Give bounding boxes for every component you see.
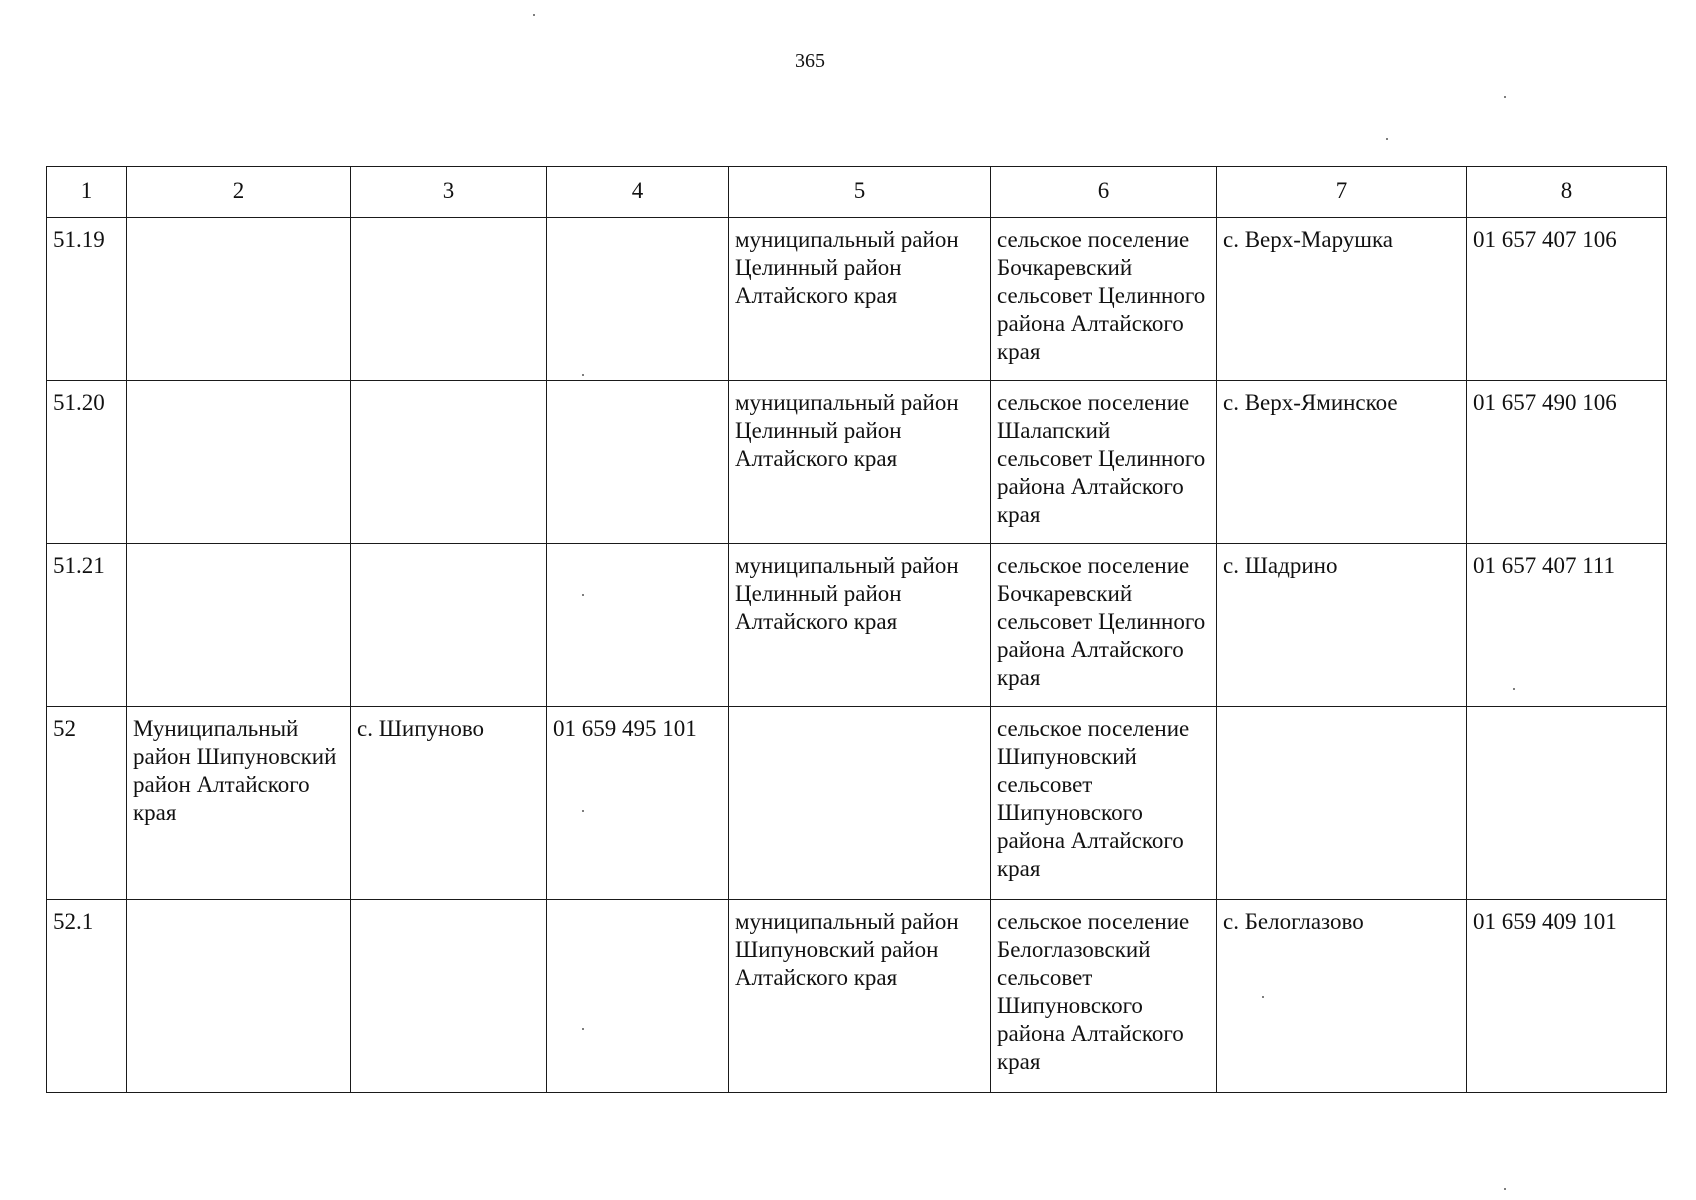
settlement-cell: сельское поселение Бочкаревский сельсовет Целинного района Алтайского края [991,218,1217,381]
column-header-6: 6 [991,167,1217,218]
locality-cell: с. Шадрино [1217,544,1467,707]
registry-table [46,166,1667,1093]
center-code-cell [547,381,729,544]
settlement-cell: сельское поселение Белоглазовский сельсовет Шипуновского района Алтайского края [991,900,1217,1093]
scan-speck [1262,996,1264,998]
column-header-1: 1 [47,167,127,218]
municipal-district-cell [127,544,351,707]
row-number: 51.19 [47,218,127,381]
admin-center-cell [351,900,547,1093]
oktmo-code-cell: 01 657 490 106 [1467,381,1667,544]
page-number: 365 [795,50,825,72]
locality-cell: с. Верх-Марушка [1217,218,1467,381]
column-header-5: 5 [729,167,991,218]
district-cell [729,707,991,900]
scan-speck [1386,138,1388,140]
center-code-cell [547,900,729,1093]
municipal-district-cell [127,381,351,544]
scan-speck [1504,96,1506,98]
locality-cell [1217,707,1467,900]
admin-center-cell [351,544,547,707]
header-row [47,167,1667,218]
district-cell: муниципальный район Шипуновский район Алтайского края [729,900,991,1093]
locality-cell: с. Белоглазово [1217,900,1467,1093]
scan-speck [533,14,535,16]
column-header-8: 8 [1467,167,1667,218]
settlement-cell: сельское поселение Шипуновский сельсовет Шипуновского района Алтайского края [991,707,1217,900]
row-number: 52 [47,707,127,900]
scan-speck [1504,1188,1506,1190]
column-header-7: 7 [1217,167,1467,218]
row-number: 52.1 [47,900,127,1093]
district-cell: муниципальный район Целинный район Алтайского края [729,218,991,381]
table-row [47,900,1667,1093]
column-header-4: 4 [547,167,729,218]
settlement-cell: сельское поселение Бочкаревский сельсовет Целинного района Алтайского края [991,544,1217,707]
municipal-district-cell [127,218,351,381]
scan-speck [582,1028,584,1030]
settlement-cell: сельское поселение Шалапский сельсовет Целинного района Алтайского края [991,381,1217,544]
row-number: 51.21 [47,544,127,707]
admin-center-cell [351,381,547,544]
center-code-cell: 01 659 495 101 [547,707,729,900]
scan-speck [1513,688,1515,690]
admin-center-cell [351,218,547,381]
center-code-cell [547,218,729,381]
scan-speck [582,594,584,596]
oktmo-code-cell: 01 657 407 111 [1467,544,1667,707]
municipal-district-cell [127,900,351,1093]
column-header-2: 2 [127,167,351,218]
oktmo-code-cell [1467,707,1667,900]
table-row [47,381,1667,544]
center-code-cell [547,544,729,707]
row-number: 51.20 [47,381,127,544]
locality-cell: с. Верх-Яминское [1217,381,1467,544]
table-row [47,544,1667,707]
oktmo-code-cell: 01 657 407 106 [1467,218,1667,381]
table-row [47,218,1667,381]
municipal-district-cell: Муниципальный район Шипуновский район Алтайского края [127,707,351,900]
column-header-3: 3 [351,167,547,218]
district-cell: муниципальный район Целинный район Алтайского края [729,381,991,544]
oktmo-code-cell: 01 659 409 101 [1467,900,1667,1093]
table-row [47,707,1667,900]
district-cell: муниципальный район Целинный район Алтайского края [729,544,991,707]
admin-center-cell: с. Шипуново [351,707,547,900]
scan-speck [582,810,584,812]
scan-speck [582,374,584,376]
